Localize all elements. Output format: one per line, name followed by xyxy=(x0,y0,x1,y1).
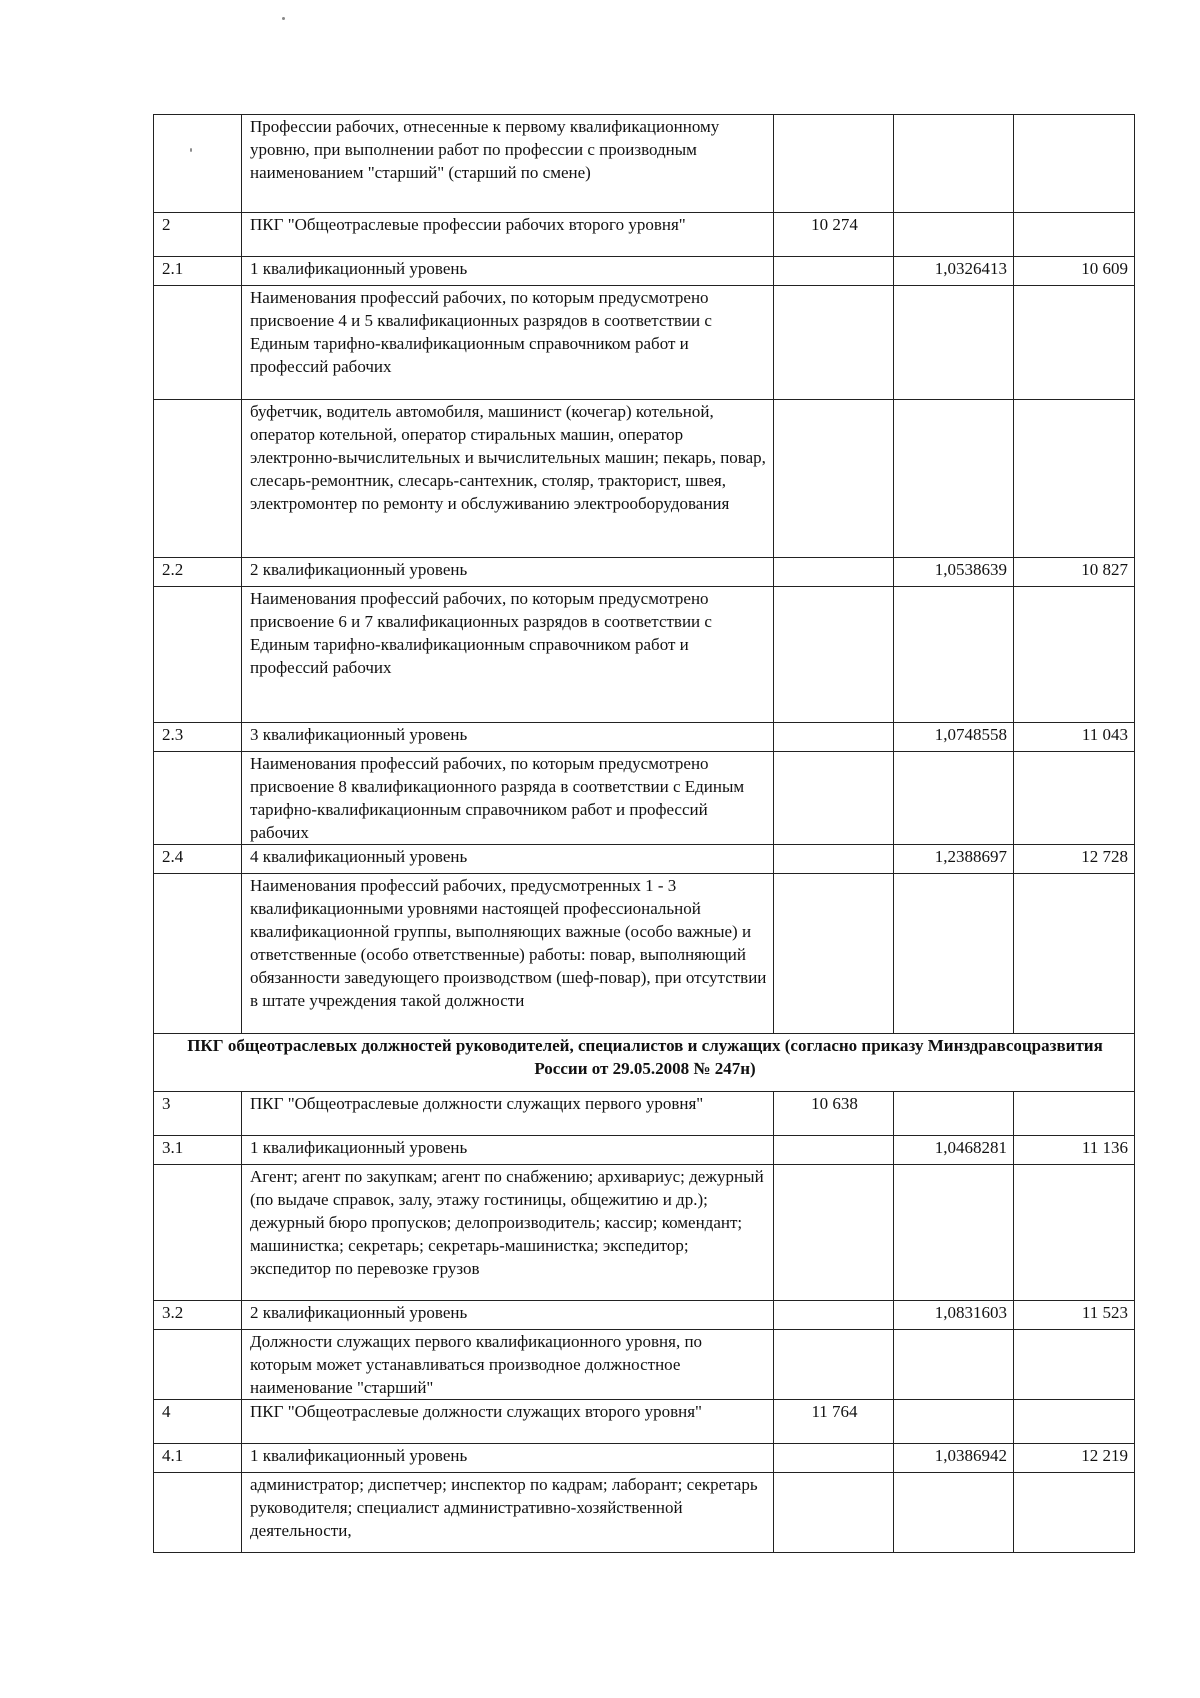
coefficient-cell: 1,0386942 xyxy=(894,1444,1014,1473)
table-row xyxy=(154,257,1135,286)
base-salary-cell xyxy=(774,587,894,723)
salary-cell xyxy=(1014,286,1135,400)
base-salary-cell xyxy=(774,400,894,558)
row-number-cell xyxy=(154,286,242,400)
profession-name-cell: 1 квалификационный уровень xyxy=(242,257,774,286)
base-salary-cell: 10 638 xyxy=(774,1092,894,1136)
salary-cell xyxy=(1014,115,1135,213)
row-number-cell: 3.1 xyxy=(154,1136,242,1165)
profession-name-cell: ПКГ "Общеотраслевые должности служащих второго уровня" xyxy=(242,1400,774,1444)
coefficient-cell: 1,0748558 xyxy=(894,723,1014,752)
table-row xyxy=(154,587,1135,723)
table-row xyxy=(154,286,1135,400)
coefficient-cell xyxy=(894,1400,1014,1444)
table-row xyxy=(154,1165,1135,1301)
profession-name-cell: ПКГ "Общеотраслевые должности служащих первого уровня" xyxy=(242,1092,774,1136)
profession-name-cell: Наименования профессий рабочих, по которым предусмотрено присвоение 8 квалификационного разряда в соответствии с Единым тарифно-квалификационным справочником работ и профессий рабочих xyxy=(242,752,774,845)
salary-cell xyxy=(1014,1092,1135,1136)
table-row xyxy=(154,1473,1135,1553)
coefficient-cell: 1,0831603 xyxy=(894,1301,1014,1330)
row-number-cell: 2.1 xyxy=(154,257,242,286)
salary-cell xyxy=(1014,1400,1135,1444)
table-row xyxy=(154,1330,1135,1400)
section-header-row xyxy=(154,1034,1135,1092)
salary-cell: 11 043 xyxy=(1014,723,1135,752)
table-row xyxy=(154,558,1135,587)
coefficient-cell: 1,0538639 xyxy=(894,558,1014,587)
salary-cell xyxy=(1014,213,1135,257)
profession-name-cell: 1 квалификационный уровень xyxy=(242,1136,774,1165)
base-salary-cell xyxy=(774,1473,894,1553)
row-number-cell: 4 xyxy=(154,1400,242,1444)
section-header: ПКГ общеотраслевых должностей руководителей, специалистов и служащих (согласно приказу Минздравсоцразвития России от 29.05.2008 № 247н) xyxy=(154,1034,1135,1092)
salary-cell xyxy=(1014,1165,1135,1301)
row-number-cell xyxy=(154,874,242,1034)
base-salary-cell xyxy=(774,558,894,587)
profession-name-cell: 1 квалификационный уровень xyxy=(242,1444,774,1473)
base-salary-cell: 11 764 xyxy=(774,1400,894,1444)
salary-table-body xyxy=(154,115,1135,1553)
base-salary-cell xyxy=(774,286,894,400)
base-salary-cell xyxy=(774,115,894,213)
coefficient-cell xyxy=(894,587,1014,723)
base-salary-cell xyxy=(774,752,894,845)
coefficient-cell xyxy=(894,1473,1014,1553)
profession-name-cell: Профессии рабочих, отнесенные к первому квалификационному уровню, при выполнении работ по профессии с производным наименованием "старший" (старший по смене) xyxy=(242,115,774,213)
base-salary-cell xyxy=(774,1330,894,1400)
table-row xyxy=(154,1136,1135,1165)
base-salary-cell xyxy=(774,1136,894,1165)
salary-cell: 10 827 xyxy=(1014,558,1135,587)
coefficient-cell xyxy=(894,400,1014,558)
table-row xyxy=(154,1400,1135,1444)
coefficient-cell xyxy=(894,1092,1014,1136)
table-row xyxy=(154,1444,1135,1473)
base-salary-cell xyxy=(774,874,894,1034)
row-number-cell xyxy=(154,587,242,723)
salary-cell: 12 728 xyxy=(1014,845,1135,874)
salary-cell xyxy=(1014,587,1135,723)
profession-name-cell: 2 квалификационный уровень xyxy=(242,1301,774,1330)
profession-name-cell: Должности служащих первого квалификационного уровня, по которым может устанавливаться производное должностное наименование "старший" xyxy=(242,1330,774,1400)
table-row xyxy=(154,213,1135,257)
salary-table xyxy=(153,114,1135,1553)
base-salary-cell xyxy=(774,723,894,752)
coefficient-cell: 1,0326413 xyxy=(894,257,1014,286)
salary-cell: 11 523 xyxy=(1014,1301,1135,1330)
row-number-cell: 3 xyxy=(154,1092,242,1136)
coefficient-cell xyxy=(894,286,1014,400)
table-row xyxy=(154,400,1135,558)
salary-cell xyxy=(1014,400,1135,558)
table-row xyxy=(154,115,1135,213)
table-row xyxy=(154,874,1135,1034)
salary-cell xyxy=(1014,752,1135,845)
coefficient-cell: 1,2388697 xyxy=(894,845,1014,874)
salary-cell: 10 609 xyxy=(1014,257,1135,286)
row-number-cell: 2.2 xyxy=(154,558,242,587)
profession-name-cell: ПКГ "Общеотраслевые профессии рабочих второго уровня" xyxy=(242,213,774,257)
salary-cell: 12 219 xyxy=(1014,1444,1135,1473)
salary-cell xyxy=(1014,1330,1135,1400)
row-number-cell xyxy=(154,752,242,845)
profession-name-cell: Наименования профессий рабочих, по которым предусмотрено присвоение 4 и 5 квалификационных разрядов в соответствии с Единым тарифно-квалификационным справочником работ и профессий рабочих xyxy=(242,286,774,400)
salary-cell xyxy=(1014,1473,1135,1553)
row-number-cell xyxy=(154,1330,242,1400)
base-salary-cell xyxy=(774,1165,894,1301)
table-row xyxy=(154,1301,1135,1330)
base-salary-cell xyxy=(774,845,894,874)
base-salary-cell xyxy=(774,1301,894,1330)
row-number-cell xyxy=(154,1473,242,1553)
table-row xyxy=(154,752,1135,845)
row-number-cell: 2 xyxy=(154,213,242,257)
coefficient-cell xyxy=(894,213,1014,257)
profession-name-cell: Наименования профессий рабочих, предусмотренных 1 - 3 квалификационными уровнями настоящей профессиональной квалификационной группы, выполняющих важные (особо важные) и ответственные (особо ответственные) работы: повар, выполняющий обязанности заведующего производством (шеф-повар), при отсутствии в штате учреждения такой должности xyxy=(242,874,774,1034)
coefficient-cell xyxy=(894,874,1014,1034)
row-number-cell xyxy=(154,115,242,213)
coefficient-cell xyxy=(894,1165,1014,1301)
coefficient-cell xyxy=(894,115,1014,213)
coefficient-cell xyxy=(894,1330,1014,1400)
row-number-cell xyxy=(154,1165,242,1301)
profession-name-cell: 2 квалификационный уровень xyxy=(242,558,774,587)
row-number-cell: 2.4 xyxy=(154,845,242,874)
profession-name-cell: 4 квалификационный уровень xyxy=(242,845,774,874)
salary-cell: 11 136 xyxy=(1014,1136,1135,1165)
row-number-cell: 4.1 xyxy=(154,1444,242,1473)
row-number-cell: 3.2 xyxy=(154,1301,242,1330)
row-number-cell xyxy=(154,400,242,558)
base-salary-cell xyxy=(774,257,894,286)
row-number-cell: 2.3 xyxy=(154,723,242,752)
base-salary-cell xyxy=(774,1444,894,1473)
table-row xyxy=(154,845,1135,874)
coefficient-cell: 1,0468281 xyxy=(894,1136,1014,1165)
profession-name-cell: 3 квалификационный уровень xyxy=(242,723,774,752)
scan-speck xyxy=(282,17,285,20)
profession-name-cell: Агент; агент по закупкам; агент по снабжению; архивариус; дежурный (по выдаче справок, залу, этажу гостиницы, общежитию и др.); дежурный бюро пропусков; делопроизводитель; кассир; комендант; машинистка; секретарь; секретарь-машинистка; экспедитор; экспедитор по перевозке грузов xyxy=(242,1165,774,1301)
profession-name-cell: буфетчик, водитель автомобиля, машинист (кочегар) котельной, оператор котельной, оператор стиральных машин, оператор электронно-вычислительных и вычислительных машин; пекарь, повар, слесарь-ремонтник, слесарь-сантехник, столяр, тракторист, швея, электромонтер по ремонту и обслуживанию электрооборудования xyxy=(242,400,774,558)
profession-name-cell: Наименования профессий рабочих, по которым предусмотрено присвоение 6 и 7 квалификационных разрядов в соответствии с Единым тарифно-квалификационным справочником работ и профессий рабочих xyxy=(242,587,774,723)
table-row xyxy=(154,1092,1135,1136)
profession-name-cell: администратор; диспетчер; инспектор по кадрам; лаборант; секретарь руководителя; специалист административно-хозяйственной деятельности, xyxy=(242,1473,774,1553)
base-salary-cell: 10 274 xyxy=(774,213,894,257)
salary-cell xyxy=(1014,874,1135,1034)
table-row xyxy=(154,723,1135,752)
coefficient-cell xyxy=(894,752,1014,845)
